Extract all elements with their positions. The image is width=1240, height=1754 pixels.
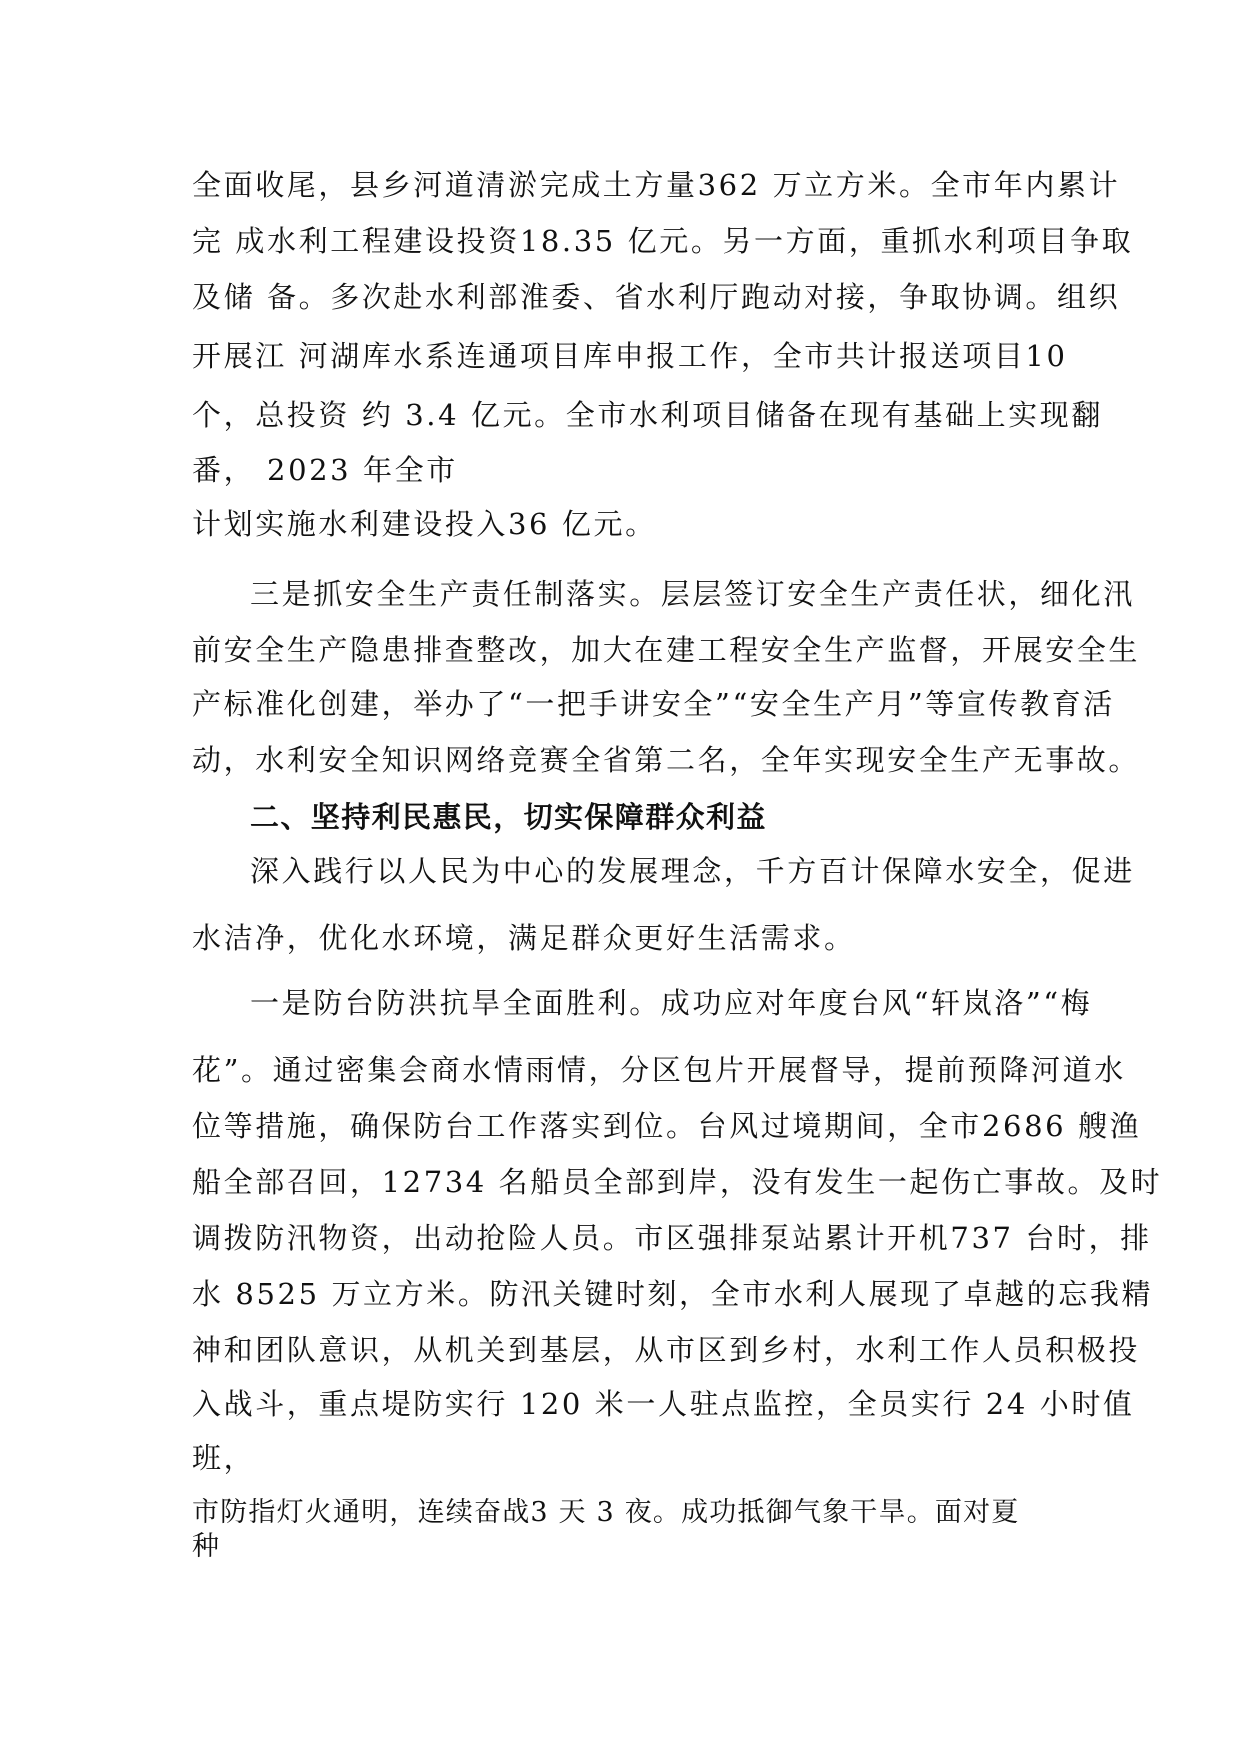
- text-line: 水 8525 万立方米。防汛关键时刻，全市水利人展现了卓越的忘我精: [192, 1277, 1154, 1311]
- section-heading: 二、坚持利民惠民，切实保障群众利益: [250, 800, 767, 834]
- text-line: 动，水利安全知识网络竞赛全省第二名，全年实现安全生产无事故。: [192, 743, 1141, 777]
- text-line: 调拨防汛物资，出动抢险人员。市区强排泵站累计开机737 台时，排: [192, 1221, 1152, 1255]
- paragraph-first-line: 深入践行以人民为中心的发展理念，千方百计保障水安全，促进: [250, 854, 1135, 888]
- text-line: 开展江 河湖库水系连通项目库申报工作，全市共计报送项目10: [192, 339, 1068, 373]
- text-line: 神和团队意识，从机关到基层，从市区到乡村，水利工作人员积极投: [192, 1333, 1141, 1367]
- text-line: 花”。通过密集会商水情雨情，分区包片开展督导，提前预降河道水: [192, 1053, 1126, 1087]
- text-line: 前安全生产隐患排查整改，加大在建工程安全生产监督，开展安全生: [192, 633, 1141, 667]
- text-line: 位等措施，确保防台工作落实到位。台风过境期间，全市2686 艘渔: [192, 1109, 1142, 1143]
- text-line: 个，总投资 约 3.4 亿元。全市水利项目储备在现有基础上实现翻: [192, 398, 1103, 432]
- text-line: 种: [192, 1531, 221, 1562]
- text-line: 船全部召回，12734 名船员全部到岸，没有发生一起伤亡事故。及时: [192, 1165, 1163, 1199]
- text-line: 水洁净，优化水环境，满足群众更好生活需求。: [192, 921, 856, 955]
- paragraph-first-line: 三是抓安全生产责任制落实。层层签订安全生产责任状，细化汛: [250, 577, 1135, 611]
- text-line: 入战斗，重点堤防实行 120 米一人驻点监控，全员实行 24 小时值: [192, 1387, 1135, 1421]
- text-line: 计划实施水利建设投入36 亿元。: [192, 507, 657, 541]
- text-line: 产标准化创建，举办了“一把手讲安全”“安全生产月”等宣传教育活: [192, 687, 1115, 721]
- text-line: 班，: [192, 1441, 256, 1475]
- text-line: 市防指灯火通明，连续奋战3 天 3 夜。成功抵御气象干旱。面对夏: [192, 1497, 1020, 1528]
- text-line: 全面收尾，县乡河道清淤完成土方量362 万立方米。全市年内累计: [192, 168, 1121, 202]
- text-line: 及储 备。多次赴水利部淮委、省水利厅跑动对接，争取协调。组织: [192, 280, 1121, 314]
- text-line: 完 成水利工程建设投资18.35 亿元。另一方面，重抓水利项目争取: [192, 224, 1134, 258]
- paragraph-first-line: 一是防台防洪抗旱全面胜利。成功应对年度台风“轩岚洛”“梅: [250, 986, 1093, 1020]
- text-line: 番， 2023 年全市: [192, 453, 458, 487]
